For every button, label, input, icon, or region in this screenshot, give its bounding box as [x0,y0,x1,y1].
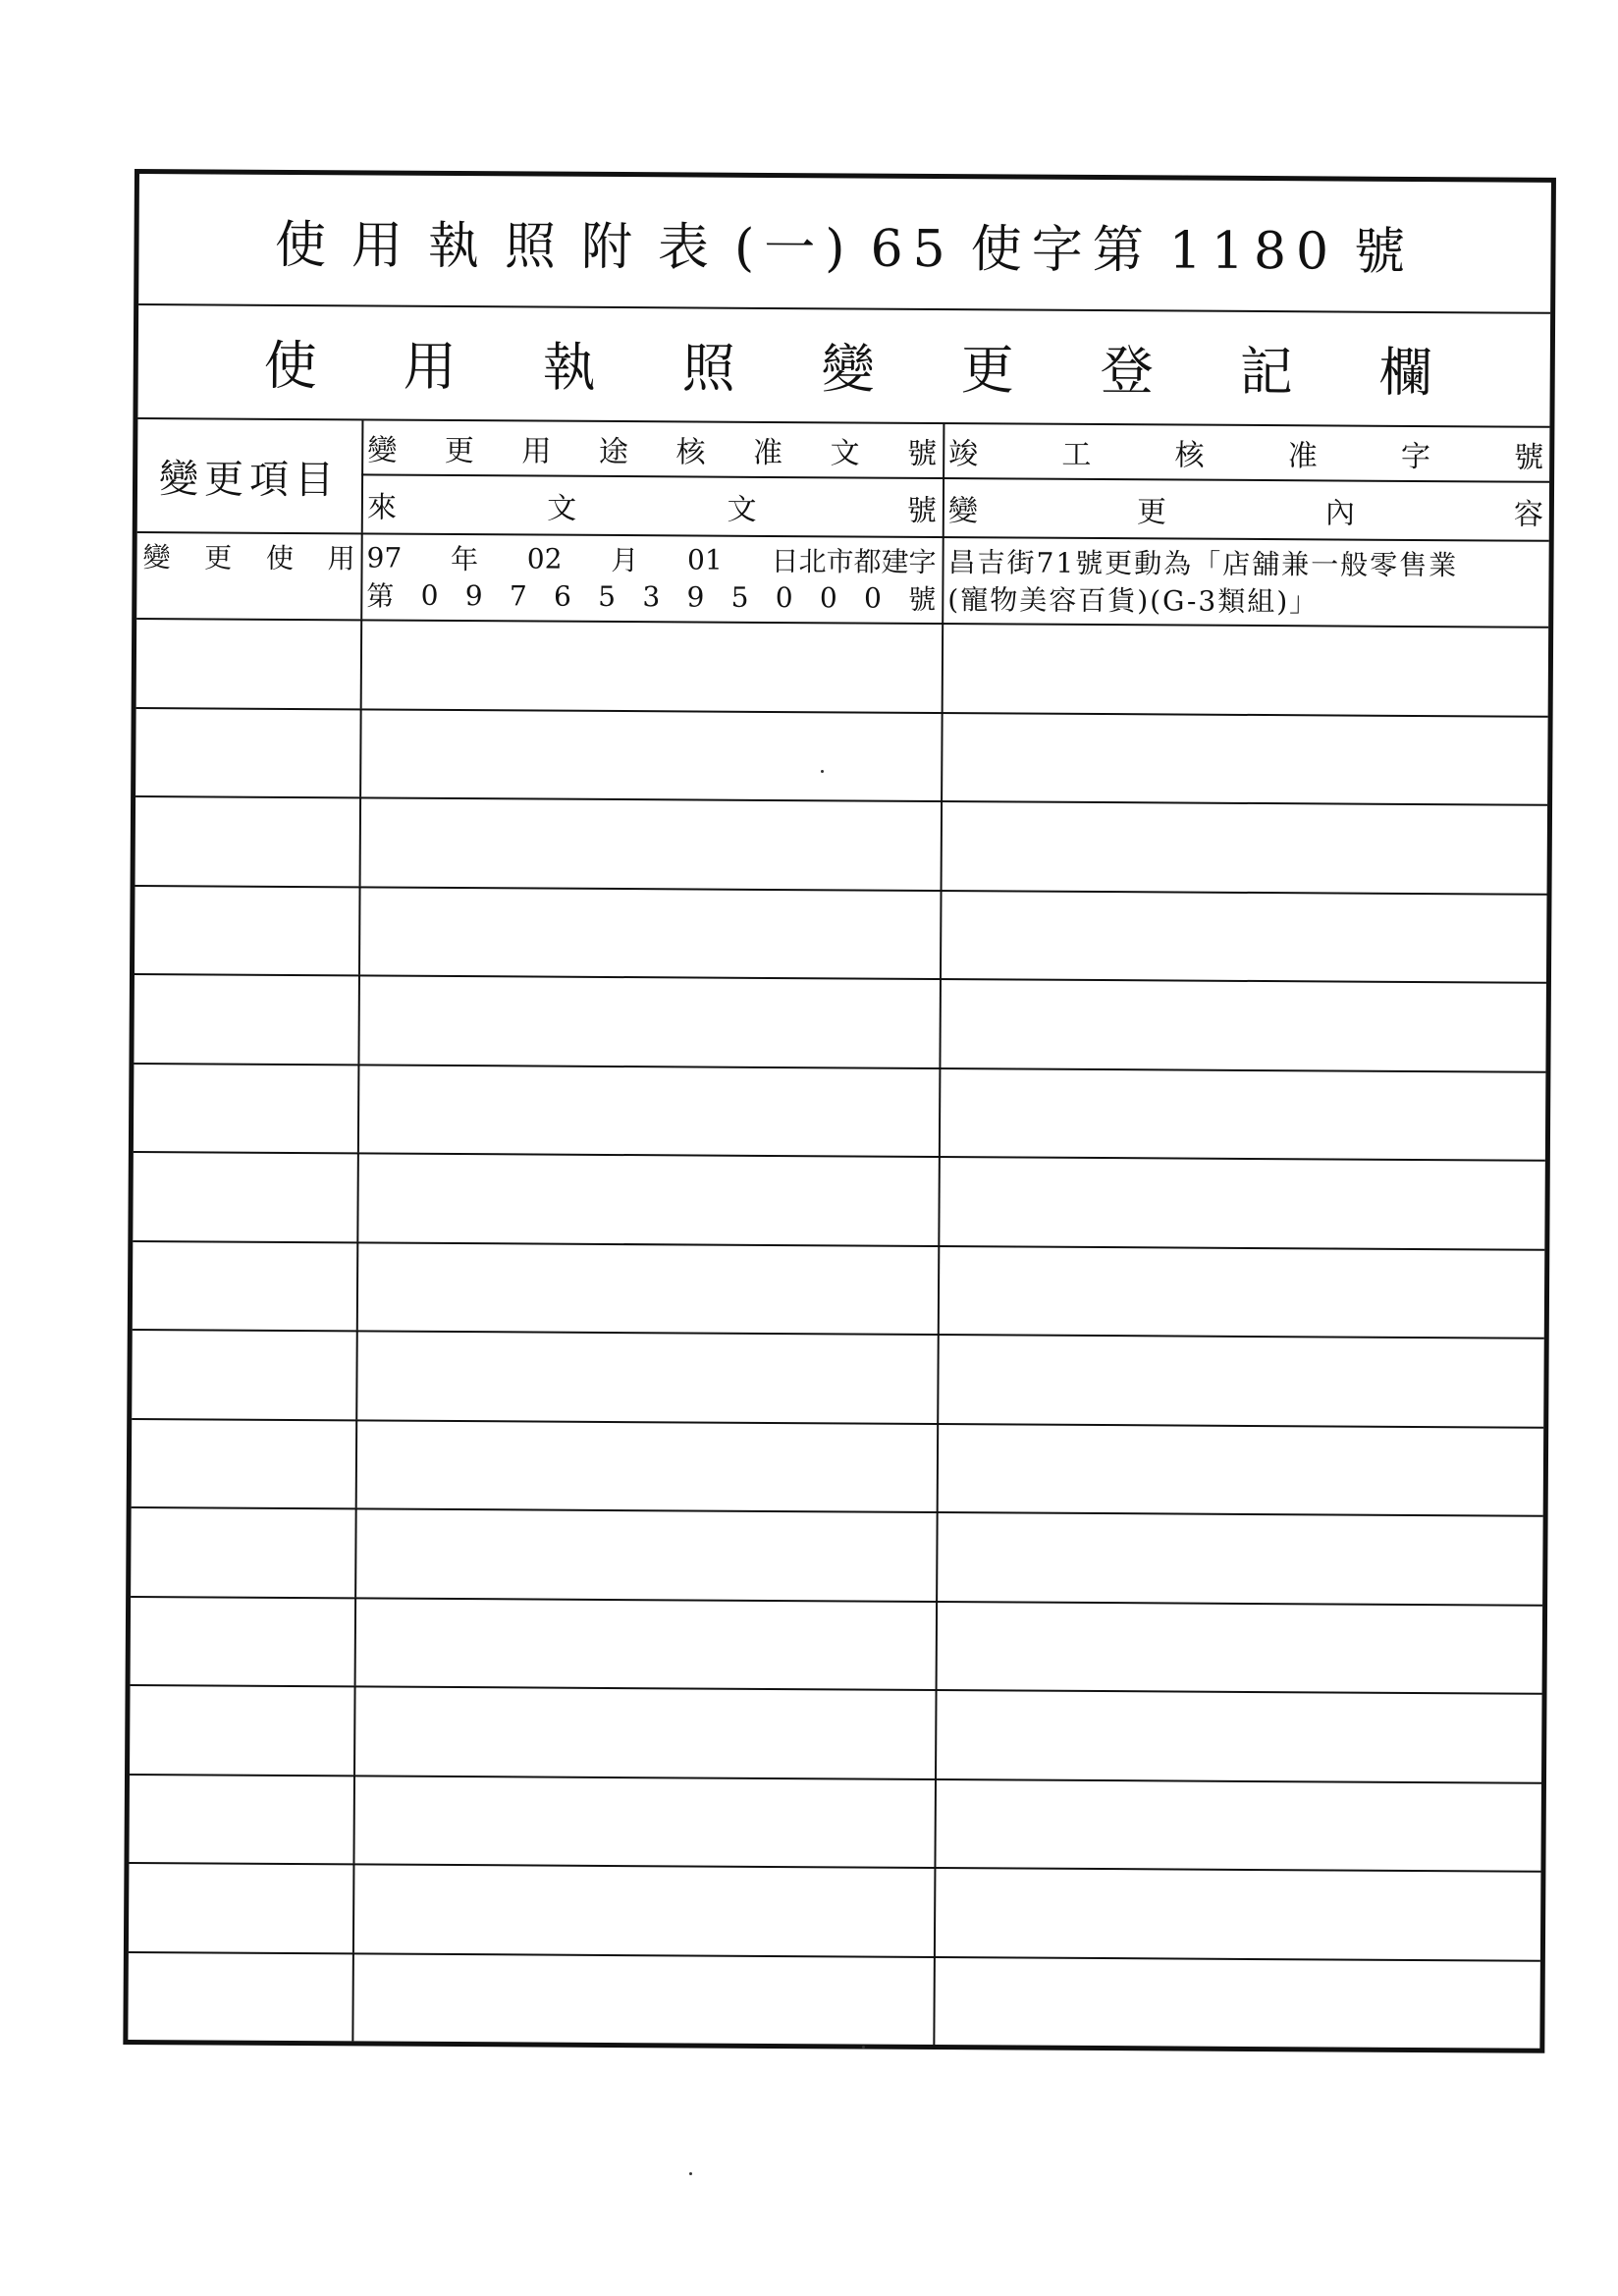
empty-cell [934,1867,1541,1959]
table-row [133,1240,1545,1339]
table-header [137,419,1550,542]
entry-char: 月 [611,543,639,577]
empty-cell [359,708,944,800]
header-change-content [943,480,1549,539]
table-row [135,795,1548,895]
empty-cell [128,1950,354,2041]
entry-char: 02 [526,541,563,575]
title-char: 照 [504,216,566,277]
empty-cell [353,1685,938,1777]
empty-cell [360,619,944,711]
entry-char: 01 [686,542,723,576]
title-char: (一) [733,218,855,278]
header-document-column [361,420,945,536]
form-subtitle [137,303,1550,428]
entry-char: 6 [554,579,572,613]
entry-char: 0 [863,581,883,615]
empty-cell [130,1684,356,1775]
entry-char: 變 [142,541,171,574]
empty-cell [941,800,1548,893]
header-char: 號 [1514,440,1544,475]
header-char: 文 [830,436,860,471]
empty-cell [940,890,1547,982]
header-char: 來 [366,490,398,525]
entry-char: 年 [450,542,479,576]
table-row [129,1862,1541,1961]
subtitle-char: 照 [681,336,735,400]
empty-cell [355,1419,940,1511]
header-char: 文 [547,491,577,526]
table-row [129,1774,1541,1873]
empty-cell [354,1597,939,1689]
empty-cell [129,1862,355,1952]
subtitle-char: 使 [263,334,317,397]
entry-char: 5 [598,579,617,613]
header-char: 容 [1513,497,1543,532]
empty-cell [135,795,362,886]
table-row [133,1151,1545,1250]
header-char: 號 [907,436,938,471]
empty-cell [351,1952,936,2045]
entry-content-line: (寵物美容百貨)(G-3類組)」 [947,583,1320,619]
form-title [267,202,1424,283]
table-row [134,973,1546,1072]
table-row [135,885,1547,984]
empty-cell [933,1956,1540,2049]
title-char: 表 [657,217,720,278]
entry-char: 9 [686,579,705,614]
title-char: 號 [1353,222,1416,282]
subtitle-char: 記 [1239,340,1293,403]
empty-cell [356,1241,941,1334]
subtitle-char: 欄 [1378,341,1432,404]
entry-char: 更 [204,541,233,574]
header-char: 內 [1324,496,1355,531]
table-row [131,1596,1543,1695]
empty-cell [941,712,1548,804]
entry-char: 0 [775,580,793,614]
header-content-column [943,424,1550,540]
table-row [132,1329,1544,1428]
entry-item-cell [136,531,363,619]
entry-char: 號 [908,582,937,616]
empty-cell [129,1774,355,1864]
header-char: 更 [1136,495,1166,530]
empty-cell [134,1063,360,1153]
entry-char: 0 [819,580,837,614]
empty-cell [352,1863,937,1955]
empty-cell [133,1151,359,1241]
title-char: 使字第 [970,219,1154,280]
empty-cell [354,1507,939,1600]
empty-cell [939,978,1546,1070]
entry-char: 9 [464,578,483,612]
header-char: 工 [1061,437,1092,472]
header-char: 准 [752,435,783,471]
empty-cell [358,886,943,978]
scan-speck [689,2172,692,2175]
header-incoming-doc-no [361,476,943,535]
entry-char: 日北市都建字 [771,544,937,578]
table-row [135,707,1548,806]
empty-cell [936,1511,1543,1604]
header-char: 文 [727,492,757,527]
header-char: 變 [947,494,978,529]
header-char: 途 [598,434,629,470]
empty-cell [942,623,1549,715]
empty-cell [132,1329,358,1419]
empty-cell [132,1418,358,1508]
empty-cell [938,1156,1545,1248]
header-char: 用 [521,434,552,469]
empty-cell [357,1064,942,1156]
subtitle-char: 執 [542,336,596,399]
empty-cell [131,1506,357,1597]
scan-speck [821,770,824,773]
header-approval-doc-no [361,420,943,479]
empty-cell [939,1067,1546,1160]
scan-speck [862,2046,865,2049]
form-title-row [138,174,1551,314]
table-row [136,618,1549,717]
header-change-item: 變更項目 [137,419,364,532]
subtitle-char: 用 [403,335,457,398]
title-char: 附 [580,217,643,277]
header-char: 號 [906,493,937,528]
empty-cell [136,618,363,708]
entry-doc-number [366,575,936,617]
empty-cell [937,1423,1544,1515]
empty-cell [135,885,361,975]
table-row [128,1950,1540,2048]
header-char: 核 [1174,438,1205,473]
header-char: 變 [367,433,398,468]
entry-char: 5 [730,580,749,614]
entry-item [142,537,354,575]
table-row [134,1063,1546,1162]
empty-cell [359,796,944,889]
subtitle-char: 變 [821,337,875,401]
entry-doc-date [366,538,936,579]
empty-cell [357,974,942,1066]
empty-cell [134,973,360,1064]
empty-cell [352,1775,937,1867]
empty-cell [934,1778,1541,1871]
entry-char: 7 [509,578,527,612]
entry-content-line: 昌吉街71號更動為「店舖兼一般零售業 [947,546,1459,582]
empty-cell [938,1245,1545,1338]
header-completion-no [943,424,1549,483]
subtitle-char: 更 [960,338,1014,401]
entry-char: 用 [327,542,355,575]
entry-char: 第 [366,579,395,613]
empty-cell [135,707,362,797]
header-char: 核 [675,435,706,470]
entry-content-cell [942,536,1549,627]
header-char: 更 [444,433,474,469]
entry-document-cell [360,532,944,623]
table-row [130,1684,1542,1783]
subtitle-char: 登 [1100,339,1154,402]
table-row [136,531,1549,629]
title-char: 執 [427,216,490,276]
header-char: 字 [1400,439,1431,475]
entry-char: 0 [420,578,439,612]
table-row [131,1506,1543,1606]
title-char: 使 [274,215,337,275]
empty-cell [356,1152,941,1244]
title-char: 用 [351,215,413,276]
empty-cell [936,1601,1543,1693]
entry-char: 使 [265,541,295,574]
empty-cell [935,1689,1542,1781]
empty-cell [355,1330,940,1422]
entry-char: 97 [366,540,403,574]
permit-year: 65 [870,219,955,279]
entry-char: 3 [642,579,661,613]
header-char: 竣 [948,437,979,472]
empty-cell [937,1334,1544,1426]
empty-cell [133,1240,359,1331]
table-row [132,1418,1544,1517]
empty-cell [131,1596,357,1686]
usage-permit-form [123,169,1556,2053]
permit-number: 1180 [1168,220,1339,281]
table-body [128,531,1548,2049]
header-char: 准 [1287,439,1318,474]
